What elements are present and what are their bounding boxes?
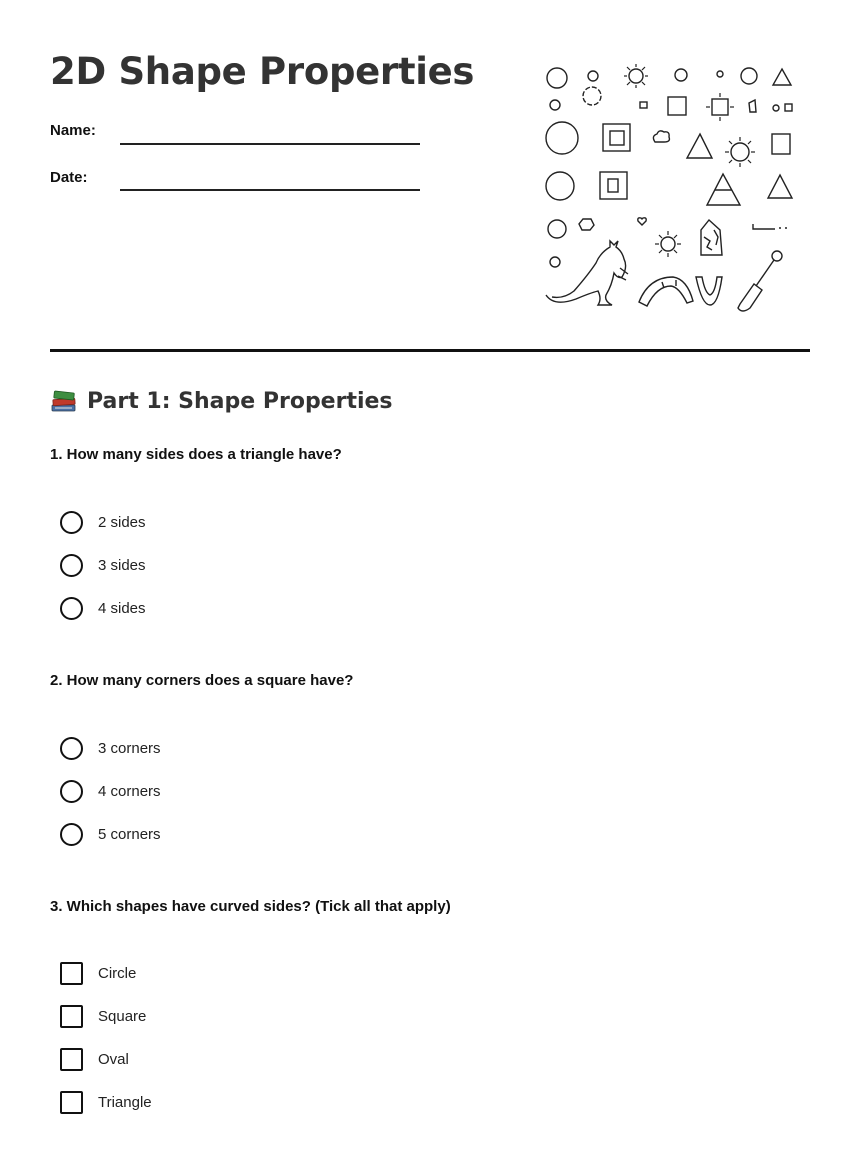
page-title: 2D Shape Properties <box>50 50 475 93</box>
option-label: 4 sides <box>98 599 146 617</box>
option-label: Triangle <box>98 1093 152 1111</box>
question-3: 3. Which shapes have curved sides? (Tick all that apply) <box>50 898 451 915</box>
question-1: 1. How many sides does a triangle have? <box>50 446 342 463</box>
q1-option-3-sides[interactable] <box>60 552 146 578</box>
name-label: Name: <box>50 122 96 139</box>
radio-button[interactable] <box>60 823 83 846</box>
shapes-clipart-icon <box>544 62 796 312</box>
date-label: Date: <box>50 169 88 186</box>
q3-option-triangle[interactable] <box>60 1089 152 1115</box>
checkbox[interactable] <box>60 1048 83 1071</box>
q3-option-oval[interactable] <box>60 1046 129 1072</box>
radio-button[interactable] <box>60 511 83 534</box>
option-label: 5 corners <box>98 825 161 843</box>
checkbox[interactable] <box>60 1005 83 1028</box>
option-label: Oval <box>98 1050 129 1068</box>
q2-option-4-corners[interactable] <box>60 778 161 804</box>
q2-option-5-corners[interactable] <box>60 821 161 847</box>
radio-button[interactable] <box>60 780 83 803</box>
radio-button[interactable] <box>60 737 83 760</box>
option-label: 2 sides <box>98 513 146 531</box>
q1-option-4-sides[interactable] <box>60 595 146 621</box>
checkbox[interactable] <box>60 962 83 985</box>
books-icon <box>50 388 78 414</box>
option-label: 3 corners <box>98 739 161 757</box>
header-divider <box>50 349 810 352</box>
q1-option-2-sides[interactable] <box>60 509 146 535</box>
option-label: 4 corners <box>98 782 161 800</box>
question-2: 2. How many corners does a square have? <box>50 672 354 689</box>
date-line[interactable] <box>120 189 420 191</box>
q2-option-3-corners[interactable] <box>60 735 161 761</box>
radio-button[interactable] <box>60 554 83 577</box>
name-line[interactable] <box>120 143 420 145</box>
q3-option-square[interactable] <box>60 1003 146 1029</box>
option-label: 3 sides <box>98 556 146 574</box>
checkbox[interactable] <box>60 1091 83 1114</box>
part1-title-text: Part 1: Shape Properties <box>87 388 393 414</box>
option-label: Circle <box>98 964 137 982</box>
option-label: Square <box>98 1007 147 1025</box>
part1-title <box>50 388 393 414</box>
radio-button[interactable] <box>60 597 83 620</box>
q3-option-circle[interactable] <box>60 960 136 986</box>
